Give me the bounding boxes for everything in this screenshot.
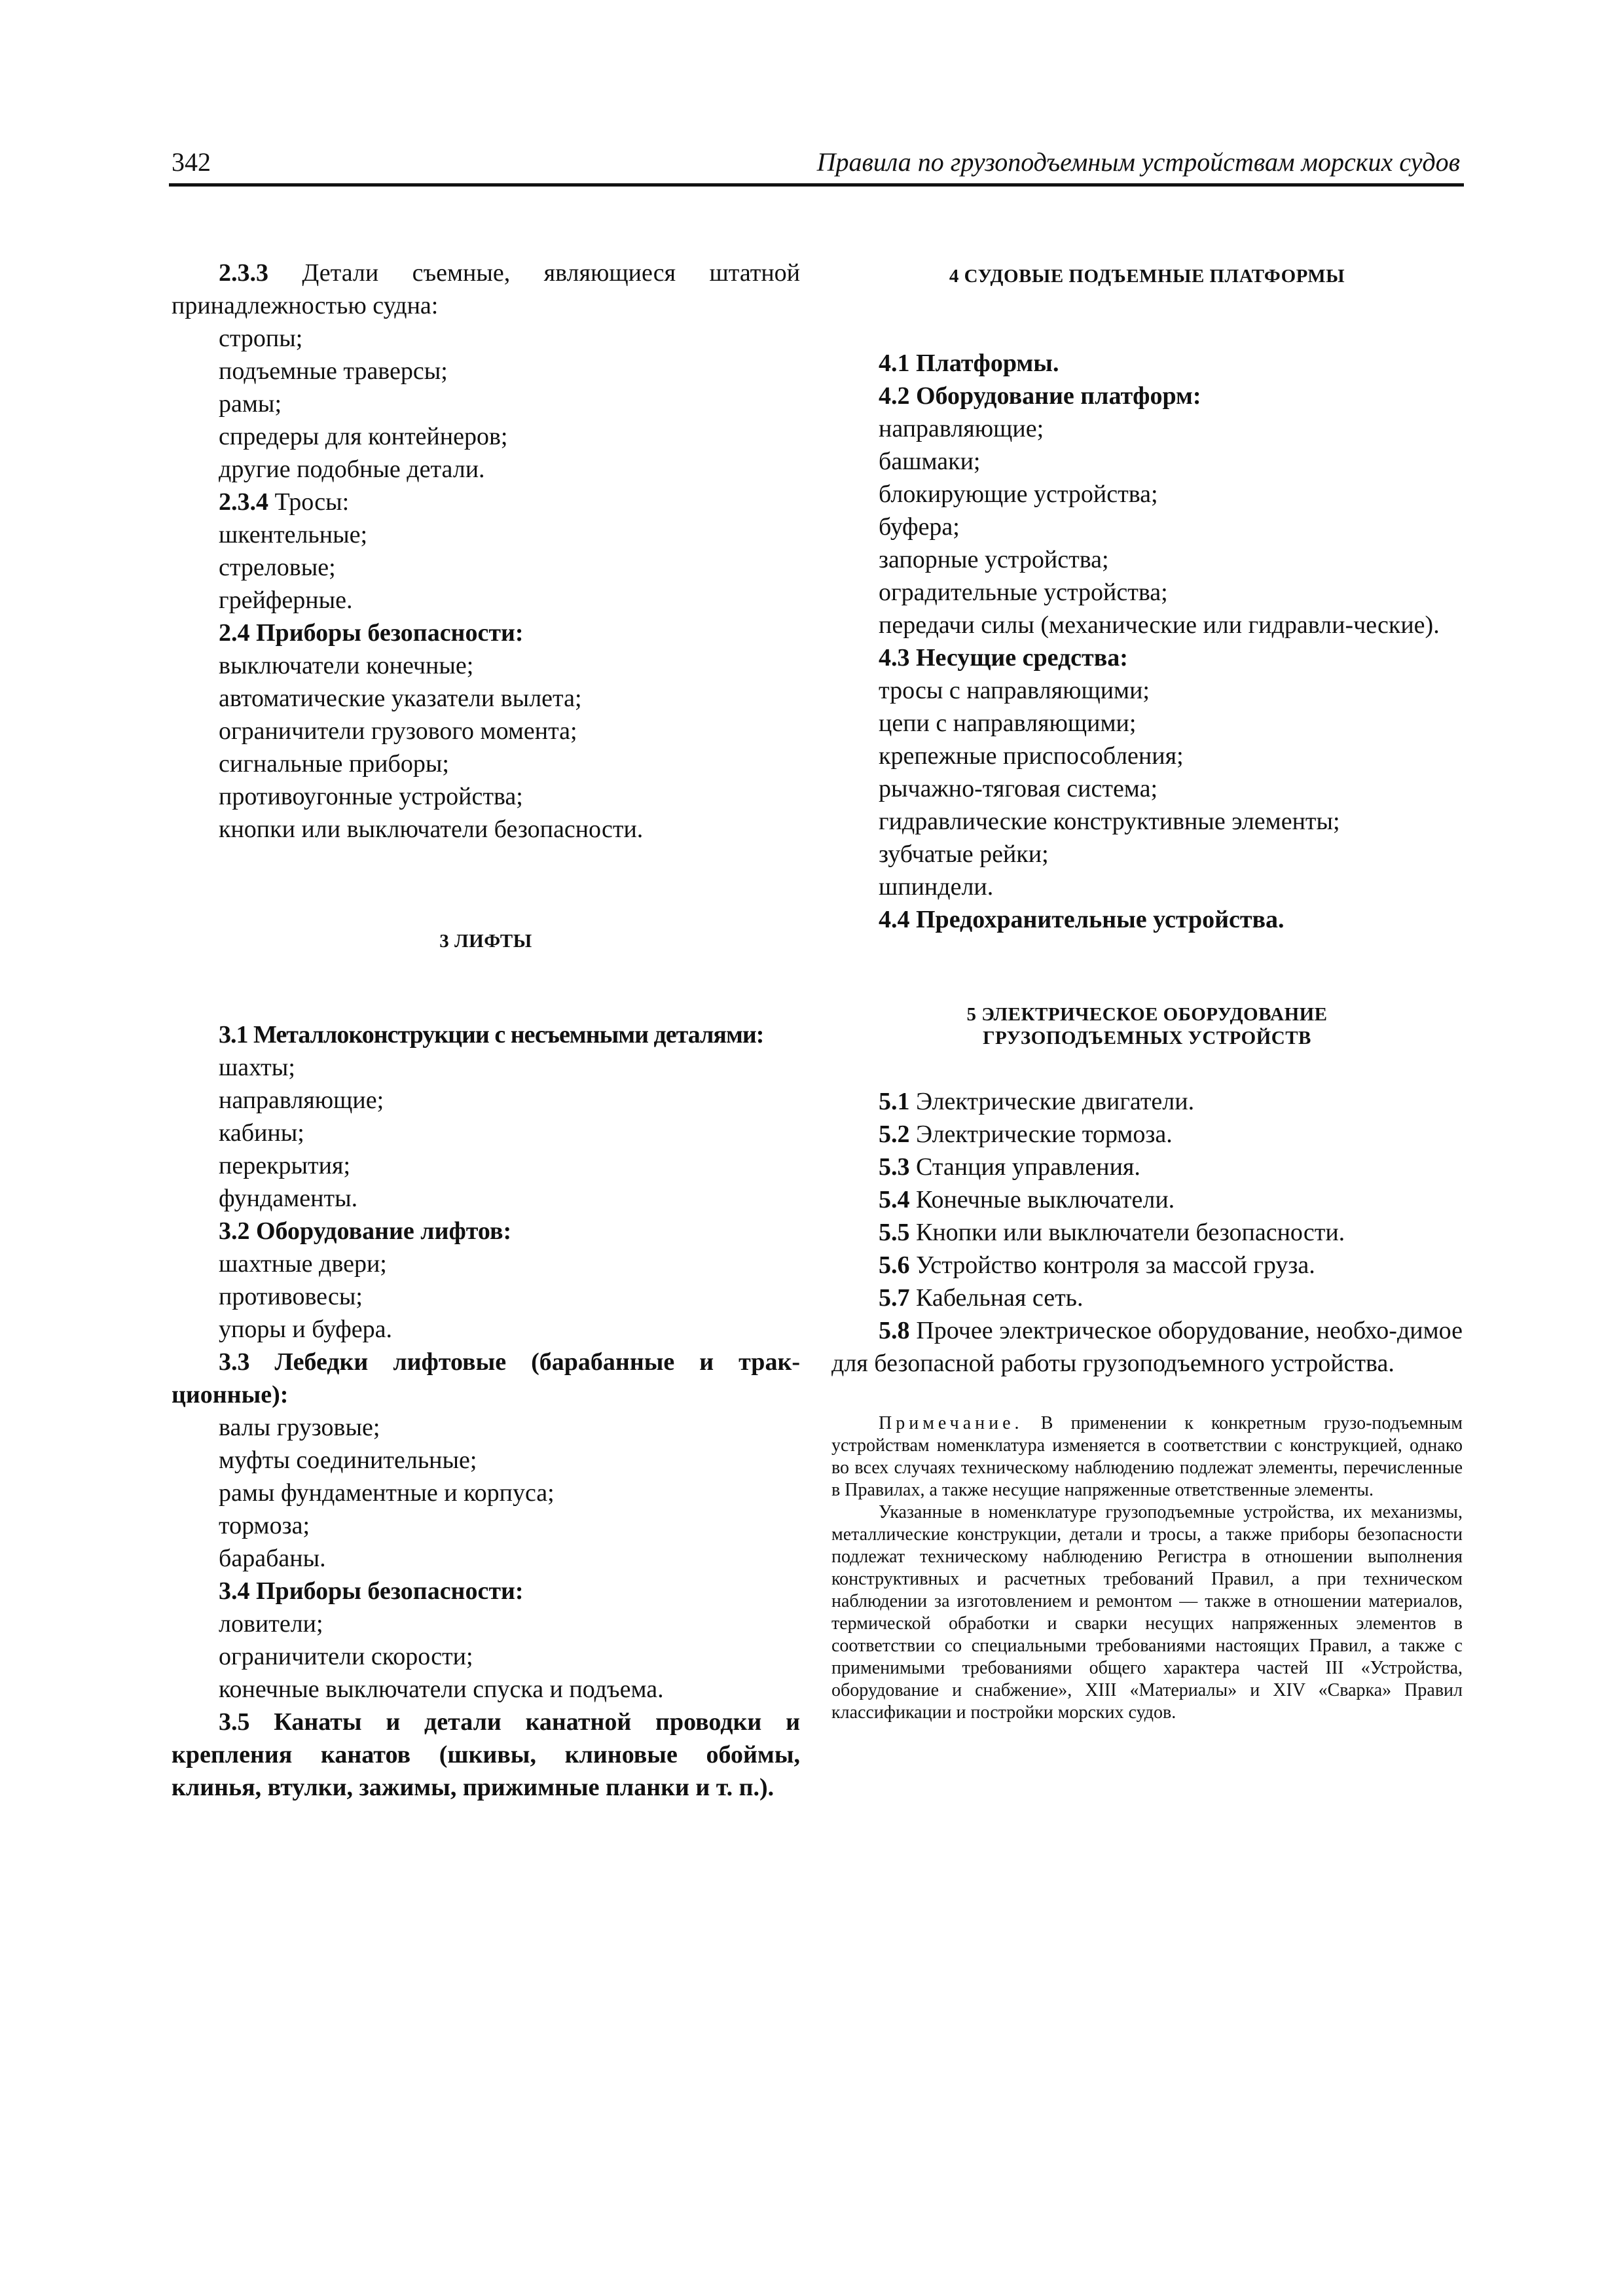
list-item: оградительные устройства; [879,579,1168,606]
note-label: Примечание. [879,1413,1023,1433]
list-item: башмаки; [879,448,981,475]
section-4-2-title: 4.2 Оборудование платформ: [879,382,1201,410]
section-text: Кабельная сеть. [909,1284,1084,1312]
section-2-3-3 [172,257,800,322]
section-text: Детали съемные, являющиеся штатной принадлежностью судна: [172,259,800,319]
section-text: Кнопки или выключатели безопасности. [909,1219,1345,1246]
section-3-3-title: 3.3 Лебедки лифтовые (барабанные и трак-ционные): [172,1348,800,1408]
list-item: крепежные приспособления; [879,742,1184,770]
section-number: 5.6 [879,1251,910,1279]
list-item: направляющие; [219,1086,384,1114]
section-3-4-title: 3.4 Приборы безопасности: [219,1577,524,1605]
section-text: Прочее электрическое оборудование, необхо-димое для безопасной работы грузоподъемного устройства. [831,1317,1463,1377]
section-5-6 [831,1249,1463,1282]
list-item: фундаменты. [219,1185,358,1212]
list-item: блокирующие устройства; [879,480,1158,508]
list-item: гидравлические конструктивные элементы; [879,808,1340,835]
note-paragraph-1 [831,1412,1463,1501]
right-column [831,257,1463,1724]
list-item: муфты соединительные; [219,1446,477,1474]
chapter-4-heading: 4 СУДОВЫЕ ПОДЪЕМНЫЕ ПЛАТФОРМЫ [949,266,1345,287]
list-item: зубчатые рейки; [879,840,1049,868]
section-5-1 [831,1085,1463,1118]
list-item: ограничители скорости; [219,1643,473,1670]
section-5-2 [831,1118,1463,1151]
chapter-5-heading-line2: ГРУЗОПОДЪЕМНЫХ УСТРОЙСТВ [983,1028,1311,1049]
section-text: Электрические тормоза. [909,1121,1173,1148]
section-5-5 [831,1216,1463,1249]
page-number: 342 [172,147,211,177]
section-number: 2.3.3 [219,259,268,287]
page-header [169,145,1464,187]
chapter-5-heading-line1: 5 ЭЛЕКТРИЧЕСКОЕ ОБОРУДОВАНИЕ [966,1004,1328,1025]
list-item: тормоза; [219,1512,310,1539]
section-3-1-title: 3.1 Металлоконструкции с несъемными деталями: [219,1021,764,1049]
list-item: передачи силы (механические или гидравли-ческие). [879,611,1440,639]
list-item: выключатели конечные; [219,652,474,679]
list-item: противовесы; [219,1283,363,1310]
list-item: рамы; [219,390,282,418]
list-item: противоугонные устройства; [219,783,523,810]
section-number: 2.3.4 [219,488,268,516]
section-5-7 [831,1282,1463,1314]
section-4-3-title: 4.3 Несущие средства: [879,644,1128,672]
list-item: ловители; [219,1610,323,1638]
section-5-3 [831,1151,1463,1183]
list-item: рычажно-тяговая система; [879,775,1158,802]
section-2-4-title: 2.4 Приборы безопасности: [219,619,524,647]
section-number: 5.2 [879,1121,910,1148]
section-5-8 [831,1314,1463,1380]
list-item: кнопки или выключатели безопасности. [219,816,644,843]
section-4-1-title: 4.1 Платформы. [879,350,1059,377]
list-item: кабины; [219,1119,304,1147]
list-item: шпиндели. [879,873,994,901]
section-text: Конечные выключатели. [909,1186,1175,1213]
list-item: валы грузовые; [219,1414,380,1441]
list-item: сигнальные приборы; [219,750,449,778]
note-text: В применении к конкретным грузо-подъемным устройствам номенклатура изменяется в соответствии с конструкцией, однако во всех случаях техническому наблюдению подлежат элементы, перечисленные в Правилах, а также несущие напряженные ответственные элементы. [831,1413,1463,1500]
list-item: конечные выключатели спуска и подъема. [219,1676,664,1703]
list-item: ограничители грузового момента; [219,717,577,745]
section-number: 5.3 [879,1153,910,1181]
section-5-4 [831,1183,1463,1216]
list-item: шкентельные; [219,521,368,548]
section-number: 5.7 [879,1284,910,1312]
list-item: тросы с направляющими; [879,677,1150,704]
list-item: буфера; [879,513,960,541]
left-column [172,257,800,1804]
section-3-5-title: 3.5 Канаты и детали канатной проводки и крепления канатов (шкивы, клиновые обоймы, клинья, втулки, зажимы, прижимные планки и т. п.). [172,1708,800,1801]
section-number: 5.1 [879,1088,910,1115]
list-item: цепи с направляющими; [879,709,1137,737]
section-number: 5.4 [879,1186,910,1213]
list-item: шахтные двери; [219,1250,387,1278]
list-item: направляющие; [879,415,1044,442]
list-item: рамы фундаментные и корпуса; [219,1479,555,1507]
note-paragraph-2: Указанные в номенклатуре грузоподъемные устройства, их механизмы, металлические конструкции, детали и тросы, а также приборы безопасности подлежат техническому наблюдению Регистра в отношении выполнения конструктивных и расчетных требований Правил, а при техническом наблюдении за изготовлением и ремонтом — также в отношении материалов, термической обработки и сварки несущих напряженных элементов в соответствии со специальными требованиями настоящих Правил, а также с применимыми требованиями общего характера частей III «Устройства, оборудование и снабжение», XIII «Материалы» и XIV «Сварка» Правил классификации и постройки морских судов. [831,1502,1463,1723]
section-2-3-4 [172,486,800,518]
section-number: 5.8 [879,1317,910,1344]
section-text: Тросы: [268,488,350,516]
section-text: Устройство контроля за массой груза. [909,1251,1315,1279]
section-3-2-title: 3.2 Оборудование лифтов: [219,1217,512,1245]
running-title: Правила по грузоподъемным устройствам морских судов [816,147,1460,177]
section-4-4-title: 4.4 Предохранительные устройства. [879,906,1285,933]
list-item: шахты; [219,1054,295,1081]
section-text: Электрические двигатели. [909,1088,1195,1115]
list-item: грейферные. [219,586,353,614]
list-item: подъемные траверсы; [219,357,448,385]
chapter-3-heading: 3 ЛИФТЫ [439,931,532,952]
list-item: упоры и буфера. [219,1316,392,1343]
list-item: барабаны. [219,1545,326,1572]
list-item: запорные устройства; [879,546,1109,573]
section-text: Станция управления. [909,1153,1140,1181]
list-item: спредеры для контейнеров; [219,423,508,450]
list-item: автоматические указатели вылета; [219,685,582,712]
list-item: перекрытия; [219,1152,351,1179]
list-item: стреловые; [219,554,336,581]
list-item: стропы; [219,325,303,352]
list-item: другие подобные детали. [219,456,485,483]
section-number: 5.5 [879,1219,910,1246]
